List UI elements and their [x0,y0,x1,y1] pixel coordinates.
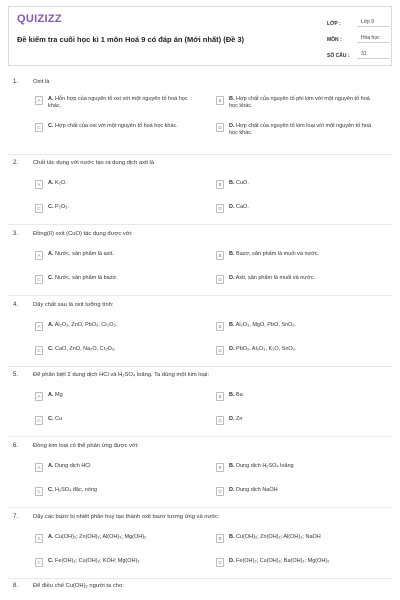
question-divider [8,507,392,508]
answer-option-b[interactable] [216,392,377,401]
option-text [229,275,377,282]
option-text [48,487,196,494]
option-body: CaO. [236,204,249,210]
option-key: C. [48,204,54,210]
option-letter-box: D [216,558,224,567]
option-text [48,123,196,130]
question-number: 5. [13,372,19,378]
option-body: Hợp chất của oxi với một nguyên tố hoá học khác. [55,123,178,129]
option-text [229,251,377,258]
option-text [48,392,196,399]
option-text [229,180,377,187]
option-letter-box: D [216,204,224,213]
option-text [48,204,196,211]
question-number: 4. [13,302,19,308]
page-title: Đề kiểm tra cuối học kì 1 môn Hoá 9 có đáp án (Mới nhất) (Đề 3) [17,35,245,44]
option-letter-box: A [35,534,43,543]
option-letter-box: D [216,275,224,284]
meta-row-subject [327,27,389,43]
answer-option-c[interactable] [35,204,196,213]
option-body: Nước, sản phẩm là axit. [55,251,114,257]
option-body: H₂SO₄ đặc, nóng [55,487,98,493]
question-number: 3. [13,231,19,237]
answer-option-a[interactable] [35,251,196,260]
option-key: D. [229,487,235,493]
option-key: C. [48,487,54,493]
option-text [229,204,377,211]
answer-option-a[interactable] [35,322,196,331]
answer-option-d[interactable] [216,558,377,567]
option-text [229,487,377,494]
option-key: A. [48,534,54,540]
meta-value: Lớp 9 [357,19,389,27]
option-key: B. [229,180,235,186]
answer-option-d[interactable] [216,204,377,213]
option-body: P₂O₅. [55,204,69,210]
answer-option-b[interactable] [216,322,377,331]
option-text [48,322,196,329]
option-body: Ba [236,392,243,398]
option-key: A. [48,251,54,257]
option-text [229,392,377,399]
answer-option-a[interactable] [35,96,196,111]
quizizz-logo: QUIZIZZ [17,13,62,25]
option-body: Bazơ, sản phẩm là muối và nước. [236,251,320,257]
option-text [48,96,196,111]
option-key: B. [229,463,235,469]
option-letter-box: C [35,123,43,132]
option-body: CaO, ZnO, Na₂O, Cr₂O₃. [55,346,116,352]
option-letter-box: C [35,558,43,567]
option-text [229,463,377,470]
option-letter-box: C [35,487,43,496]
option-body: Axit, sản phẩm là muối và nước. [235,275,315,281]
question-text: Oxit là [33,79,50,85]
option-text [229,558,377,565]
answer-option-c[interactable] [35,275,196,284]
answer-option-a[interactable] [35,534,196,543]
option-letter-box: B [216,534,224,543]
option-text [48,558,196,565]
option-body: Dung dịch H₂SO₄ loãng [236,463,294,469]
option-body: Fe(OH)₃; Cu(OH)₂; Ba(OH)₂; Mg(OH)₂ [236,558,330,564]
answer-option-c[interactable] [35,123,196,132]
option-body: K₂O. [55,180,67,186]
option-letter-box: A [35,251,43,260]
meta-value: Hóa học [357,35,389,43]
option-key: C. [48,123,54,129]
option-letter-box: A [35,463,43,472]
option-body: Cu(OH)₂; Zn(OH)₂; Al(OH)₃; NaOH [236,534,321,540]
option-body: Hợp chất của nguyên tố kim loại với một nguyên tố hoá học khác. [229,123,372,137]
question-text: Chất tác dụng với nước tạo ra dung dịch axit là [33,160,155,166]
question-number: 7. [13,514,19,520]
option-key: D. [229,204,235,210]
option-text [48,275,196,282]
option-key: D. [229,123,235,129]
option-key: C. [48,558,54,564]
option-letter-box: B [216,322,224,331]
option-body: Al₂O₃, ZnO, PbO₂, Cr₂O₃. [54,322,118,328]
option-letter-box: B [216,251,224,260]
option-letter-box: A [35,96,43,105]
option-key: A. [48,322,54,328]
option-key: D. [229,558,235,564]
option-text [229,123,377,138]
option-key: A. [48,96,54,102]
option-letter-box: B [216,463,224,472]
option-text [229,534,377,541]
question-text: Để điều chế Cu(OH)₂ người ta cho: [33,583,124,589]
option-text [48,463,196,470]
option-key: D. [229,416,235,422]
option-key: D. [229,275,235,281]
question-divider [8,295,392,296]
question-text: Đồng kim loại có thể phản ứng được với: [33,443,139,449]
question-divider [8,366,392,367]
option-letter-box: D [216,487,224,496]
question-number: 6. [13,443,19,449]
meta-info [327,11,389,59]
option-key: B. [229,392,235,398]
option-body: Hỗn hợp của nguyên tố oxi với một nguyên tố hoá học khác. [48,96,188,110]
option-body: Cu [55,416,63,422]
answer-option-c[interactable] [35,558,196,567]
option-key: C. [48,275,54,281]
answer-option-a[interactable] [35,392,196,401]
option-key: C. [48,416,54,422]
option-body: Mg [55,392,63,398]
option-body: Hợp chất của nguyên tố phi kim với một nguyên tố hoá học khác. [229,96,370,110]
question-divider [8,436,392,437]
option-key: A. [48,392,54,398]
question-divider [8,224,392,225]
answer-option-d[interactable] [216,487,377,496]
option-body: PbO₂, Al₂O₃, K₂O, SnO₂. [236,346,297,352]
option-body: CuO. [236,180,249,186]
question-text: Dãy chất sau là oxit lưỡng tính: [33,302,114,308]
option-text [48,534,196,541]
question-text: Dãy các bazơ bị nhiệt phân huỷ tạo thành oxit bazơ tương ứng và nước: [33,514,220,520]
answer-option-d[interactable] [216,123,377,138]
option-key: C. [48,346,54,352]
meta-label: SỐ CÂU : [327,53,350,59]
answer-option-d[interactable] [216,275,377,284]
answer-option-b[interactable] [216,534,377,543]
option-body: Zn [236,416,243,422]
meta-label: MÔN : [327,37,342,43]
answer-option-b[interactable] [216,463,377,472]
option-letter-box: D [216,346,224,355]
option-letter-box: A [35,322,43,331]
question-number: 2. [13,160,19,166]
question-text: Đồng(II) oxit (CuO) tác dụng được với: [33,231,133,237]
question-divider [8,578,392,579]
option-letter-box: C [35,204,43,213]
answer-option-a[interactable] [35,463,196,472]
page-header [8,6,392,66]
answer-option-c[interactable] [35,487,196,496]
option-text [48,346,196,353]
option-body: Al₂O₃, MgO, PbO, SnO₂. [235,322,297,328]
question-number: 1. [13,79,19,85]
option-letter-box: C [35,416,43,425]
answer-option-b[interactable] [216,251,377,260]
option-text [48,416,196,423]
option-text [48,251,196,258]
meta-label: LỚP : [327,21,341,27]
option-letter-box: A [35,392,43,401]
answer-option-a[interactable] [35,180,196,189]
option-text [229,416,377,423]
question-divider [8,154,392,155]
option-letter-box: B [216,96,224,105]
answer-option-d[interactable] [216,346,377,355]
option-letter-box: D [216,416,224,425]
option-body: Nước, sản phẩm là bazơ. [55,275,118,281]
meta-row-count [327,43,389,59]
answer-option-b[interactable] [216,96,377,111]
question-text: Để phân biệt 2 dung dịch HCl và H₂SO₄ loãng. Ta dùng một kim loại: [33,372,209,378]
option-body: Cu(OH)₂; Zn(OH)₂; Al(OH)₃; Mg(OH)₂ [55,534,147,540]
option-text [48,180,196,187]
option-letter-box: C [35,275,43,284]
option-text [229,346,377,353]
answer-option-d[interactable] [216,416,377,425]
option-text [229,96,377,111]
option-key: A. [48,180,54,186]
meta-value: 31 [357,51,389,59]
option-key: D. [229,346,235,352]
option-body: Dung dịch NaOH [236,487,278,493]
option-letter-box: C [35,346,43,355]
option-letter-box: A [35,180,43,189]
meta-row-class [327,11,389,27]
answer-option-c[interactable] [35,416,196,425]
option-key: A. [48,463,54,469]
option-letter-box: D [216,123,224,132]
answer-option-c[interactable] [35,346,196,355]
option-letter-box: B [216,392,224,401]
option-letter-box: B [216,180,224,189]
option-text [229,322,377,329]
answer-option-b[interactable] [216,180,377,189]
option-key: B. [229,96,235,102]
option-key: B. [229,251,235,257]
option-body: Fe(OH)₃; Cu(OH)₂; KOH; Mg(OH)₂ [55,558,140,564]
question-number: 8. [13,583,19,589]
option-key: B. [229,322,235,328]
option-key: B. [229,534,235,540]
option-body: Dung dịch HCl [55,463,91,469]
